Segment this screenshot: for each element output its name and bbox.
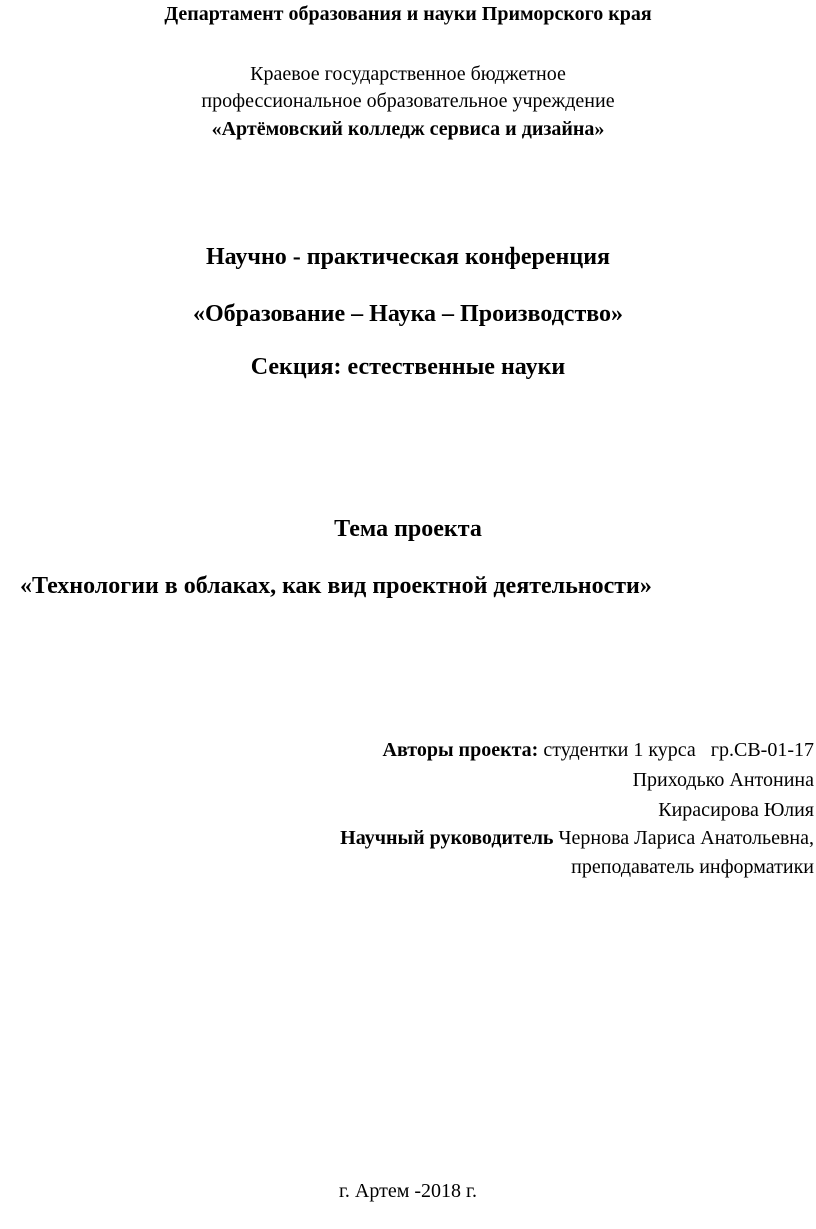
conference-name: «Образование – Наука – Производство»	[192, 301, 624, 327]
supervisor-label: Научный руководитель	[340, 827, 554, 849]
department-heading: Департамент образования и науки Приморского края	[164, 3, 652, 25]
author-name-1: Приходько Антонина	[632, 769, 814, 791]
institution-line-1: Краевое государственное бюджетное	[250, 63, 566, 85]
project-topic: «Технологии в облаках, как вид проектной деятельности»	[20, 573, 652, 599]
topic-label: Тема проекта	[334, 516, 482, 542]
place-year: г. Артем -2018 г.	[338, 1180, 477, 1202]
supervisor-name: Чернова Лариса Анатольевна,	[553, 827, 814, 849]
authors-line	[383, 740, 814, 760]
author-name-2: Кирасирова Юлия	[658, 799, 814, 821]
institution-name: «Артёмовский колледж сервиса и дизайна»	[211, 118, 605, 140]
authors-label: Авторы проекта:	[382, 739, 539, 761]
supervisor-line	[340, 828, 814, 848]
conference-title: Научно - практическая конференция	[205, 244, 611, 270]
conference-section: Секция: естественные науки	[250, 354, 566, 380]
supervisor-position: преподаватель информатики	[571, 856, 814, 878]
institution-line-2: профессиональное образовательное учреждение	[201, 90, 615, 112]
authors-description: студентки 1 курса гр.СВ-01-17	[538, 739, 814, 761]
